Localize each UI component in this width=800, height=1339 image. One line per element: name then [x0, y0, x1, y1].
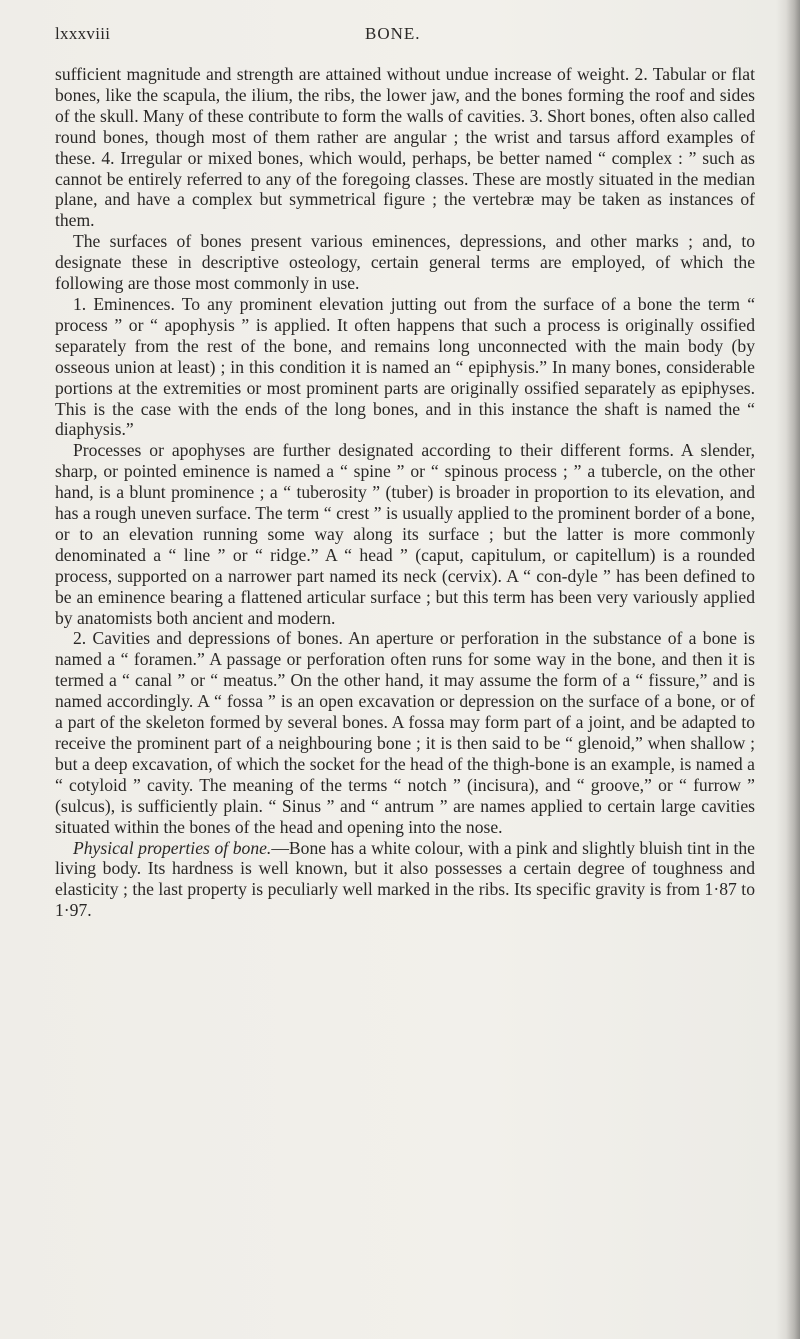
paragraph-cavities: 2. Cavities and depressions of bones. An aperture or perforation in the substance of a bone is named a “ foramen.” A passage or perforation often runs for some way in the bone, and then it is termed a “ canal ” or “ meatus.” On the other hand, it may assume the form of a “ fissure,” and is named accordingly. A “ fossa ” is an open excavation or depression on the surface of a bone, or of a part of the skeleton formed by several bones. A fossa may form part of a joint, and be adapted to receive the prominent part of a neighbouring bone ; it is then said to be “ glenoid,” when shallow ; but a deep excavation, of which the socket for the head of the thigh-bone is an example, is named a “ cotyloid ” cavity. The meaning of the terms “ notch ” (incisura), and “ groove,” or “ furrow ” (sulcus), is sufficiently plain. “ Sinus ” and “ antrum ” are names applied to certain large cavities situated within the bones of the head and opening into the nose.: [55, 628, 755, 837]
running-title: BONE.: [365, 24, 421, 43]
page-edge-shadow: [786, 0, 800, 1339]
page-number: lxxxviii: [55, 24, 111, 43]
paragraph-eminences: 1. Eminences. To any prominent elevation jutting out from the surface of a bone the term “ process ” or “ apophysis ” is applied. It often happens that such a process is originally ossified separately from the rest of the bone, and remains long unconnected with the main body (by osseous union at least) ; in this condition it is named an “ epiphysis.” In many bones, considerable portions at the extremities or most prominent parts are originally ossified separately as epiphyses. This is the case with the ends of the long bones, and in this instance the shaft is named the “ diaphysis.”: [55, 293, 755, 440]
page-header: [55, 24, 745, 48]
paragraph-physical-properties: [55, 838, 755, 922]
paragraph-text: —Bone has a white colour, with a pink and slightly bluish tint in the living body. Its hardness is well known, but it also possesses a certain degree of toughness and elasticity ; the last property is peculiarly well marked in the ribs. Its specific gravity is from 1·87 to 1·97.: [55, 837, 755, 921]
paragraph-surfaces: The surfaces of bones present various eminences, depressions, and other marks ; and, to designate these in descriptive osteology, certain general terms are employed, of which the following are those most commonly in use.: [55, 231, 755, 294]
section-heading: Physical properties of bone.: [73, 837, 272, 858]
body-text: [55, 64, 755, 921]
paragraph-continuation: sufficient magnitude and strength are attained without undue increase of weight. 2. Tabular or flat bones, like the scapula, the ilium, the ribs, the lower jaw, and the bones forming the roof and sides of the skull. Many of these contribute to form the walls of cavities. 3. Short bones, often also called round bones, though most of them rather are angular ; the wrist and tarsus afford examples of these. 4. Irregular or mixed bones, which would, perhaps, be better named “ complex : ” such as cannot be entirely referred to any of the foregoing classes. These are mostly situated in the median plane, and have a complex but symmetrical figure ; the vertebræ may be taken as instances of them.: [55, 64, 755, 231]
paragraph-processes: Processes or apophyses are further designated according to their different forms. A slender, sharp, or pointed eminence is named a “ spine ” or “ spinous process ; ” a tubercle, on the other hand, is a blunt prominence ; a “ tuberosity ” (tuber) is broader in proportion to its elevation, and has a rough uneven surface. The term “ crest ” is usually applied to the prominent border of a bone, or to an elevation running some way along its surface ; but the latter is more commonly denominated a “ line ” or “ ridge.” A “ head ” (caput, capitulum, or capitellum) is a rounded process, supported on a narrower part named its neck (cervix). A “ con-dyle ” has been defined to be an eminence bearing a flattened articular surface ; but this term has been very variously applied by anatomists both ancient and modern.: [55, 440, 755, 628]
